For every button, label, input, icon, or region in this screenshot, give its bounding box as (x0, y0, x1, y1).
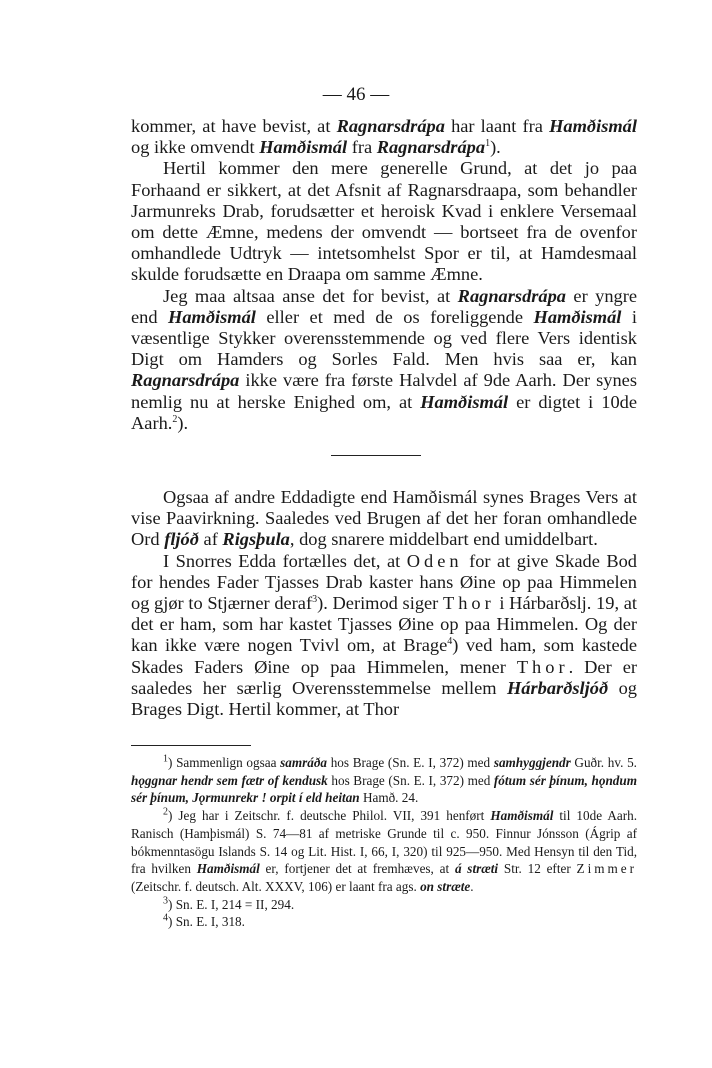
work-title-harbardsljod: Hárbarðsljóð (506, 677, 609, 698)
text-run: og Brages Digt. Hertil kommer, at Thor (131, 677, 637, 720)
footnotes (131, 754, 637, 931)
text-run: ) Sn. E. I, 318. (168, 914, 245, 930)
quoted-word: samhyggjendr (493, 755, 571, 770)
footnote-1 (131, 754, 637, 807)
text-run: ) Jeg har i Zeitschr. f. deutsche Philol. VII, 391 henført (168, 808, 491, 824)
work-title-hamdismal: Hamðismál (420, 391, 509, 412)
footnote-marker: 2 (163, 806, 168, 818)
work-title-hamdismal: Hamðismál (549, 116, 637, 136)
quoted-phrase: on stræte (420, 878, 471, 894)
work-title-ragnarsdrapa: Ragnarsdrápa (131, 370, 240, 391)
footnote-4 (131, 913, 637, 931)
spaced-name-thor: Thor (516, 656, 569, 677)
text-run: eller et med de os foreliggende (255, 306, 534, 327)
text-run: er digtet i 10de Aarh. (131, 391, 638, 433)
page-number: — 46 — (322, 84, 390, 105)
text-run: Hamð. 24. (359, 790, 419, 806)
text-run: . Der er saaledes her særlig Overensstemmelse mellem (131, 656, 637, 698)
footnote-marker: 3 (163, 895, 168, 907)
text-run: ) Sammenlign ogsaa (168, 755, 281, 770)
quoted-phrase: fótum sér þínum, hǫndum sér þínum, Jǫrmunrekr ! orpit í eld heitan (131, 772, 637, 806)
text-run: er yngre end (131, 285, 637, 327)
text-run: ) Sn. E. I, 214 = II, 294. (168, 896, 295, 912)
section-upper-text (131, 116, 637, 434)
work-title-hamdismal: Hamðismál (259, 137, 348, 158)
work-title-hamdismal: Hamðismál (196, 861, 260, 877)
footnote-rule (131, 745, 251, 746)
quoted-word: samráða (280, 755, 328, 770)
text-run: er, fortjener det at fremhæves, at (259, 861, 455, 877)
text-run: kommer, at have bevist, at (131, 116, 337, 136)
paragraph-1 (131, 116, 637, 158)
work-title-ragnarsdrapa: Ragnarsdrápa (336, 116, 445, 136)
footnote-ref-2[interactable]: 2 (172, 413, 178, 425)
text-run: ) ved ham, som kastede Skades Faders Øine op paa Himmelen, mener (131, 635, 637, 677)
work-title-hamdismal: Hamðismál (490, 808, 554, 824)
text-run: for at give Skade Bod for hendes Fader Tjasses Drab kaster hans Øine op paa Himmelen og gjør to Stjærner deraf (131, 550, 637, 614)
work-title-hamdismal: Hamðismál (168, 306, 256, 327)
text-run: ikke være fra første Halvdel af 9de Aarh. Der synes nemlig nu at herske Enighed om, at (131, 370, 637, 412)
footnote-marker: 1 (163, 753, 168, 765)
text-run: i Hárbarðslj. 19, at det er ham, som har kastet Tjasses Øine op paa Himmelen. Og der kan ikke være nogen Tvivl om, at Brage (131, 593, 637, 656)
spaced-name-zimmer: Zimmer (576, 861, 637, 877)
paragraph-2: Hertil kommer den mere generelle Grund, at det jo paa Forhaand er sikkert, at det Afsnit af Ragnarsdraapa, som behandler Jarmunreks Drab, forudsætter et heroisk Kvad i enklere Versemaal om dette Æmne, medens der omvendt — bortseet fra de ovenfor omhandlede Udtryk — intetsomhelst Spor er til, at Hamdesmaal skulde forudsætte en Draapa om samme Æmne. (131, 158, 637, 285)
text-run: ). (490, 137, 501, 158)
section-divider (331, 455, 421, 456)
text-run: og ikke omvendt (131, 137, 260, 158)
work-title-ragnarsdrapa: Ragnarsdrápa (457, 285, 567, 306)
text-run: I Snorres Edda fortælles det, at (163, 550, 407, 571)
text-run: , dog snarere middelbart end umiddelbart. (289, 529, 598, 550)
text-run: (Zeitschr. f. deutsch. Alt. XXXV, 106) er laant fra ags. (131, 878, 421, 894)
work-title-ragnarsdrapa: Ragnarsdrápa (376, 137, 486, 158)
text-run: har laant fra (444, 116, 550, 136)
paragraph-4 (131, 487, 637, 551)
footnote-3 (131, 896, 637, 914)
text-run: . (470, 878, 474, 894)
quoted-phrase: hǫggnar hendr sem fætr of kendusk (131, 772, 328, 788)
text-run: Jeg maa altsaa anse det for bevist, at (163, 285, 458, 306)
text-run: hos Brage (Sn. E. I, 372) med (327, 772, 494, 788)
spaced-name-thor: Thor (442, 593, 495, 614)
text-run: hos Brage (Sn. E. I, 372) med (327, 755, 494, 770)
footnote-ref-1[interactable]: 1 (485, 138, 491, 150)
work-title-hamdismal: Hamðismál (533, 306, 622, 327)
text-run: Str. 12 efter (498, 861, 577, 877)
text-run: til 10de Aarh. Ranisch (Hamþismál) S. 74—81 af metriske Grunde til c. 950. Finnur Jónsson (Ágrip af bókmenntasögu Islands S. 14 og Lit. Hist. I, 66, I, 320) til 925—950. Med Hensyn til den Tid, fra hvilken (131, 808, 637, 877)
footnote-2 (131, 807, 637, 896)
work-title-rigsthula: Rigsþula (222, 529, 290, 550)
footnote-ref-4[interactable]: 4 (447, 636, 453, 648)
word-fljod: fljóð (164, 529, 199, 550)
text-run: ). (177, 412, 189, 433)
paragraph-3 (131, 286, 637, 434)
paragraph-5 (131, 551, 637, 721)
section-lower-text (131, 487, 637, 720)
text-run: af (198, 529, 223, 550)
footnote-marker: 4 (163, 912, 168, 924)
spaced-name-oden: Oden (406, 550, 463, 571)
footnote-ref-3[interactable]: 3 (312, 593, 318, 605)
quoted-phrase: á stræti (454, 861, 499, 877)
text-run: Ogsaa af andre Eddadigte end Hamðismál synes Brages Vers at vise Paavirkning. Saaledes ved Brugen af det her foran omhandlede Ord (131, 487, 637, 550)
text-run: ). Derimod siger (317, 593, 443, 614)
text-run: Guðr. hv. 5. (570, 755, 637, 770)
text-run: i væsentlige Stykker overensstemmende og ved flere Vers identisk Digt om Hamders og Sorles Fald. Men hvis saa er, kan (131, 306, 637, 370)
text-run: fra (347, 137, 377, 158)
